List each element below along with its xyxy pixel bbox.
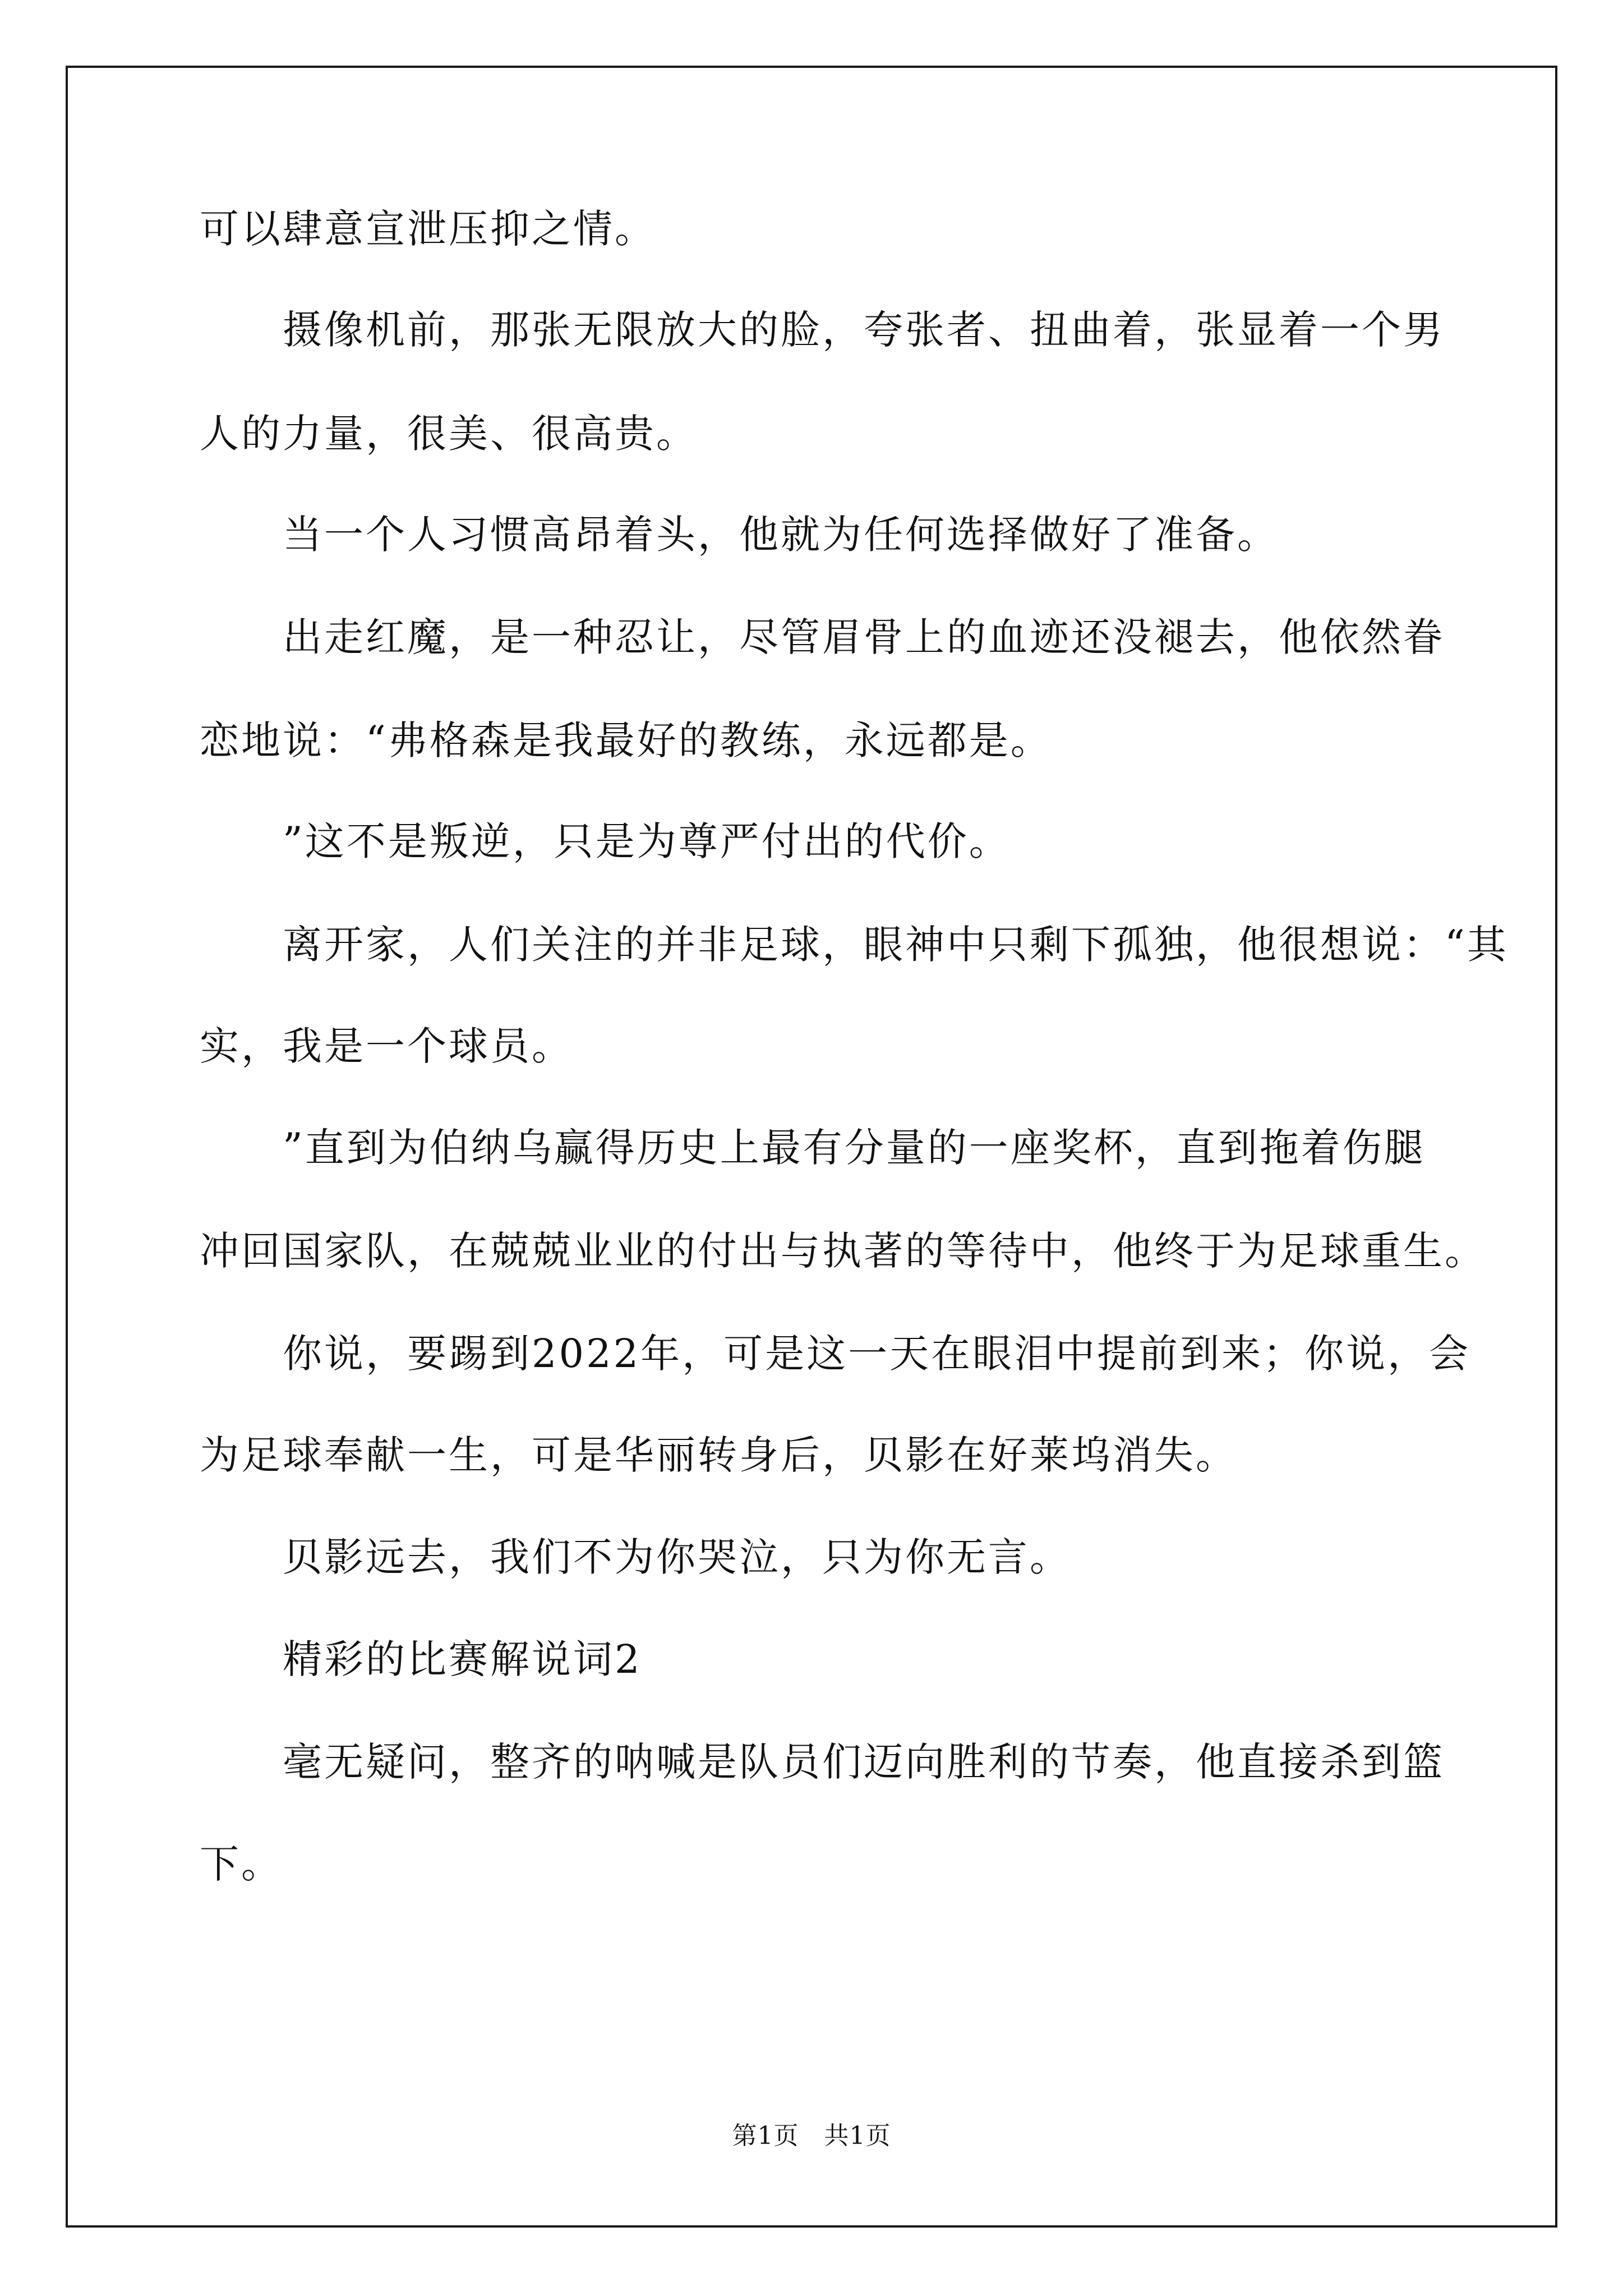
text-line: 恋地说：“弗格森是我最好的教练，永远都是。 [200, 717, 1052, 763]
text-line: 当一个人习惯高昂着头，他就为任何选择做好了准备。 [283, 512, 1279, 558]
text-line: 毫无疑问，整齐的呐喊是队员们迈向胜利的节奏，他直接杀到篮 [283, 1739, 1445, 1785]
text-line: 贝影远去，我们不为你哭泣，只为你无言。 [283, 1534, 1071, 1580]
text-line: 你说，要踢到2022年，可是这一天在眼泪中提前到来；你说，会 [283, 1331, 1471, 1377]
text-line: 可以肆意宣泄压抑之情。 [200, 206, 656, 252]
text-line: ”这不是叛逆，只是为尊严付出的代价。 [283, 818, 1011, 864]
text-line: 摄像机前，那张无限放大的脸，夸张者、扭曲着，张显着一个男 [283, 307, 1445, 353]
section-heading: 精彩的比赛解说词2 [283, 1636, 642, 1682]
text-line: 下。 [200, 1841, 283, 1887]
text-line: 为足球奉献一生，可是华丽转身后，贝影在好莱坞消失。 [200, 1432, 1237, 1478]
text-line: 人的力量，很美、很高贵。 [200, 411, 698, 457]
text-line: 实，我是一个球员。 [200, 1023, 573, 1069]
text-line: 离开家，人们关注的并非足球，眼神中只剩下孤独，他很想说：“其 [283, 922, 1509, 968]
text-line: 出走红魔，是一种忍让，尽管眉骨上的血迹还没褪去，他依然眷 [283, 614, 1445, 660]
text-line: 冲回国家队，在兢兢业业的付出与执著的等待中，他终于为足球重生。 [200, 1228, 1486, 1274]
page-number-footer: 第1页 共1页 [732, 2122, 891, 2150]
text-line: ”直到为伯纳乌赢得历史上最有分量的一座奖杯，直到拖着伤腿 [283, 1125, 1426, 1171]
